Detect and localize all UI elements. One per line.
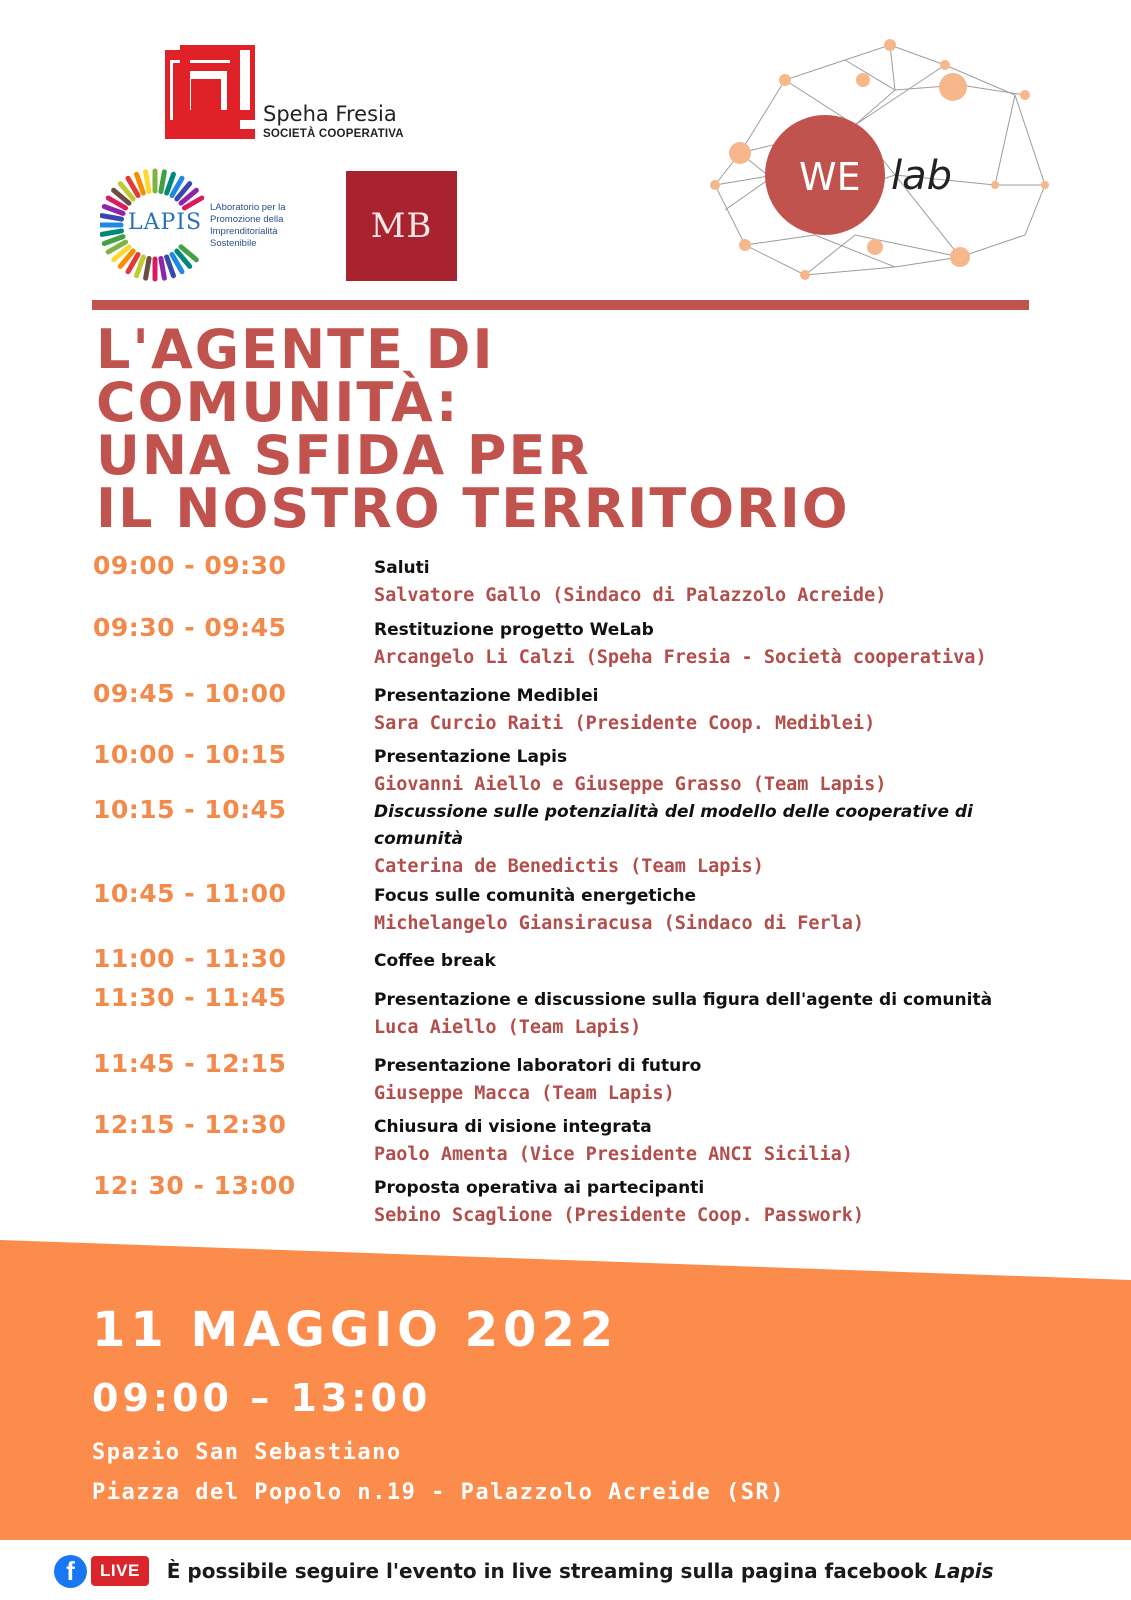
schedule-time: 11:30 - 11:45 [93,983,287,1012]
schedule-speaker: Luca Aiello (Team Lapis) [374,1017,642,1038]
schedule-speaker: Sebino Scaglione (Presidente Coop. Passwork) [374,1205,865,1226]
topic-text: Presentazione e discussione sulla figura dell'agente di comunità [374,990,993,1010]
topic-text: Presentazione Mediblei [374,686,599,706]
schedule-time: 12:15 - 12:30 [93,1110,287,1139]
topic-text: Discussione sulle potenzialità del modello delle cooperative di comunità [374,802,973,849]
venue-name: Spazio San Sebastiano [92,1440,402,1465]
schedule-topic [374,987,1044,1041]
schedule-time: 09:30 - 09:45 [93,613,287,642]
live-streaming-notice [54,1553,994,1589]
event-band [0,1240,1131,1600]
schedule-speaker: Sara Curcio Raiti (Presidente Coop. Mediblei) [374,713,876,734]
schedule-topic [374,555,1044,609]
schedule-topic [374,1053,1044,1107]
schedule-speaker: Michelangelo Giansiracusa (Sindaco di Ferla) [374,913,865,934]
event-date: 11 MAGGIO 2022 [92,1302,619,1358]
topic-text: Saluti [374,558,430,578]
lapis-description: LAboratorio per la Promozione della Imprenditorialità Sostenibile [210,202,286,249]
schedule-speaker: Salvatore Gallo (Sindaco di Palazzolo Acreide) [374,585,887,606]
schedule-topic [374,948,1044,975]
event-venue [92,1433,785,1513]
title-line-2: COMUNITÀ: [96,371,460,434]
schedule-time: 12: 30 - 13:00 [93,1171,296,1200]
speha-fresia-name: Speha Fresia [263,102,397,126]
title-line-1: L'AGENTE DI [96,318,495,381]
schedule-speaker: Caterina de Benedictis (Team Lapis) [374,856,764,877]
topic-text: Presentazione Lapis [374,747,568,767]
schedule-speaker: Giovanni Aiello e Giuseppe Grasso (Team Lapis) [374,774,887,795]
schedule-topic [374,683,1044,737]
topic-text: Proposta operativa ai partecipanti [374,1178,705,1198]
schedule-topic [374,1175,1044,1229]
live-badge: LIVE [91,1556,149,1586]
schedule-time: 09:00 - 09:30 [93,551,287,580]
schedule-speaker: Giuseppe Macca (Team Lapis) [374,1083,675,1104]
topic-text: Coffee break [374,951,496,971]
schedule-topic [374,617,1044,671]
event-hours: 09:00 – 13:00 [92,1376,432,1420]
speha-fresia-subtitle: SOCIETÀ COOPERATIVA [263,128,404,140]
schedule-topic [374,883,1044,937]
facebook-page-link[interactable]: Lapis [934,1559,994,1583]
schedule-time: 09:45 - 10:00 [93,679,287,708]
title-line-4: IL NOSTRO TERRITORIO [96,477,850,540]
schedule-speaker: Arcangelo Li Calzi (Speha Fresia - Società cooperativa) [374,647,987,668]
topic-text: Focus sulle comunità energetiche [374,886,697,906]
schedule-time: 10:45 - 11:00 [93,879,287,908]
live-text-body: È possibile seguire l'evento in live streaming sulla pagina facebook [166,1559,935,1583]
venue-address: Piazza del Popolo n.19 - Palazzolo Acreide (SR) [92,1480,786,1505]
schedule-topic [374,799,1044,880]
welab-lab: lab [891,153,953,199]
schedule-time: 11:00 - 11:30 [93,944,287,973]
band-background [0,1240,1131,1600]
mediblei-monogram: MB [370,206,433,246]
schedule-time: 11:45 - 12:15 [93,1049,287,1078]
lapis-wordmark: LAPIS [128,210,203,235]
schedule-time: 10:15 - 10:45 [93,795,287,824]
facebook-icon[interactable]: f [54,1555,87,1588]
title-line-3: UNA SFIDA PER [96,424,591,487]
schedule-topic [374,1114,1044,1168]
live-text [167,1559,994,1583]
schedule-topic [374,744,1044,798]
topic-text: Restituzione progetto WeLab [374,620,654,640]
welab-we: WE [799,155,861,199]
schedule-time: 10:00 - 10:15 [93,740,287,769]
schedule-speaker: Paolo Amenta (Vice Presidente ANCI Sicilia) [374,1144,853,1165]
topic-text: Presentazione laboratori di futuro [374,1056,702,1076]
topic-text: Chiusura di visione integrata [374,1117,652,1137]
